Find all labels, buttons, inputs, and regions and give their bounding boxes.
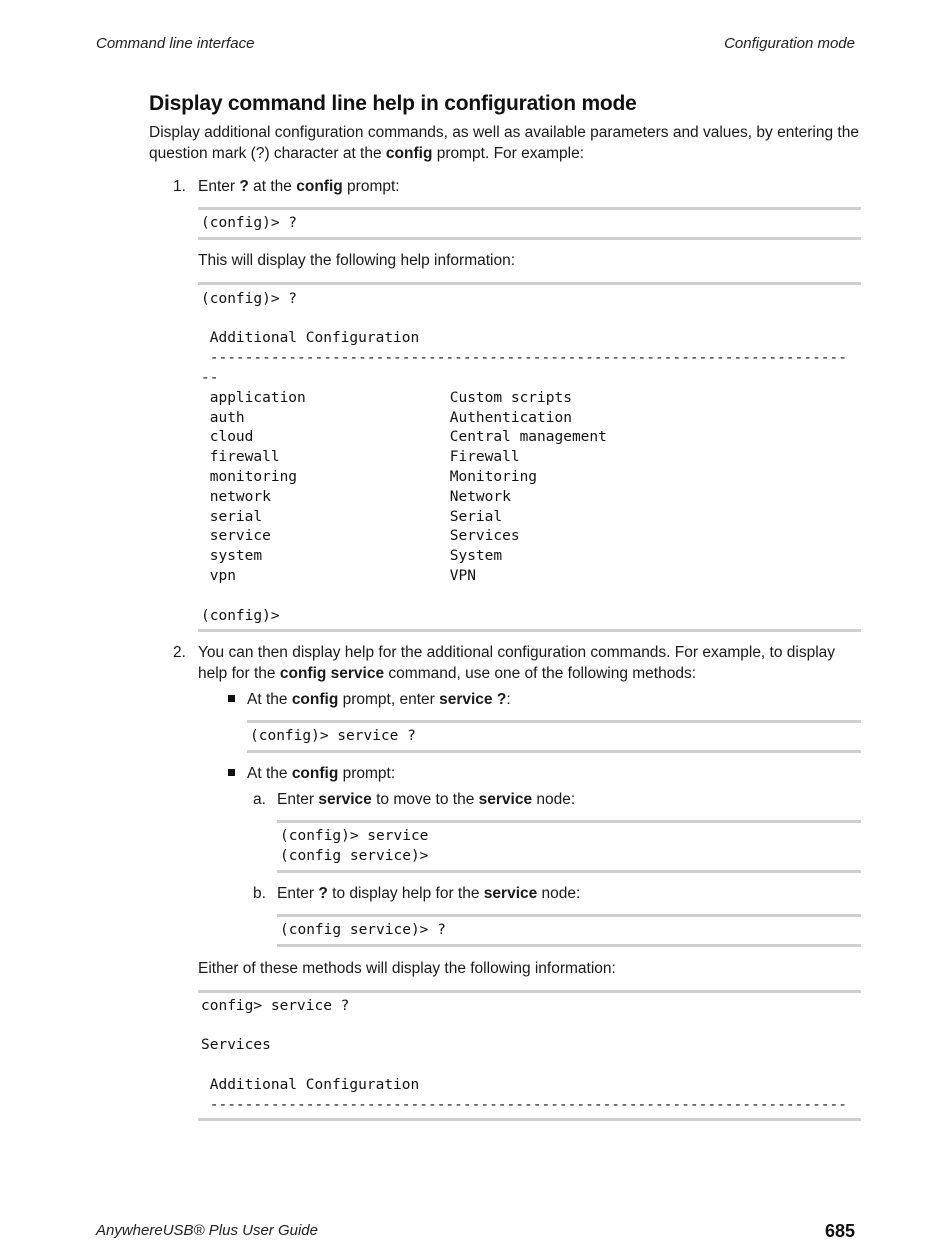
step-2 bbox=[149, 642, 861, 684]
bullet-2-text: At the config prompt: bbox=[247, 765, 396, 783]
help-row: application Custom scripts bbox=[209, 389, 572, 406]
substep-a-text: Enter service to move to the service node: bbox=[277, 791, 576, 809]
step-2-text: You can then display help for the additional configuration commands. For example, to display help for the config service command, use one of the following methods: bbox=[198, 644, 836, 683]
help-row: cloud Central management bbox=[209, 429, 607, 446]
step-1-after-text: This will display the following help information: bbox=[198, 251, 516, 269]
help-row: network Network bbox=[209, 488, 511, 505]
help-row: auth Authentication bbox=[209, 409, 572, 426]
help-row: service Services bbox=[209, 528, 520, 545]
bullet-method-1 bbox=[149, 689, 861, 753]
step-1-text: Enter ? at the config prompt: bbox=[198, 178, 400, 195]
substep-b-text: Enter ? to display help for the service node: bbox=[277, 884, 581, 902]
either-text: Either of these methods will display the following information: bbox=[198, 959, 616, 977]
step-number: 1. bbox=[173, 178, 186, 195]
intro-paragraph: Display additional configuration commands, as well as available parameters and values, by entering the question mark (?) character at the config prompt. For example: bbox=[149, 124, 859, 162]
substep-b bbox=[149, 883, 861, 947]
help-row: vpn VPN bbox=[209, 567, 476, 584]
code-block-service-node-help: (config service)> ? bbox=[277, 914, 861, 947]
help-row: monitoring Monitoring bbox=[209, 468, 538, 485]
help-row: system System bbox=[209, 548, 503, 565]
help-row: serial Serial bbox=[209, 508, 503, 525]
code-block-service-node: (config)> service (config service)> bbox=[277, 820, 861, 873]
page-number: 685 bbox=[824, 1221, 855, 1241]
page-title: Display command line help in configuration mode bbox=[149, 92, 637, 115]
bullet-square-icon bbox=[228, 695, 235, 702]
bullet-square-icon bbox=[228, 769, 235, 776]
substep-letter: b. bbox=[253, 884, 266, 902]
step-number: 2. bbox=[173, 644, 186, 662]
running-header-section: Command line interface bbox=[96, 35, 255, 52]
code-block-service-output: config> service ? Services Additional Configuration ------------------------------------------------------------------------- bbox=[198, 990, 861, 1122]
page-content bbox=[149, 92, 861, 1121]
substep-letter: a. bbox=[253, 791, 266, 809]
code-block-help-output: (config)> ? Additional Configuration ------------------------------------------------------------------------- -- application Custom scripts auth Authentication cloud Central management firewall Firewall monitoring Monitoring network Network serial Serial service Services system System vpn VPN (config)> bbox=[198, 282, 861, 633]
step-1 bbox=[149, 176, 861, 632]
code-block-service-help: (config)> service ? bbox=[247, 720, 861, 753]
bullet-1-text: At the config prompt, enter service ?: bbox=[247, 691, 511, 709]
code-block-config-help: (config)> ? bbox=[198, 207, 861, 240]
either-paragraph bbox=[149, 958, 861, 1122]
bullet-method-2 bbox=[149, 763, 861, 784]
substep-a bbox=[149, 789, 861, 873]
footer-guide-title: AnywhereUSB® Plus User Guide bbox=[96, 1222, 318, 1239]
help-row: firewall Firewall bbox=[209, 449, 520, 466]
running-header-chapter: Configuration mode bbox=[724, 35, 855, 52]
